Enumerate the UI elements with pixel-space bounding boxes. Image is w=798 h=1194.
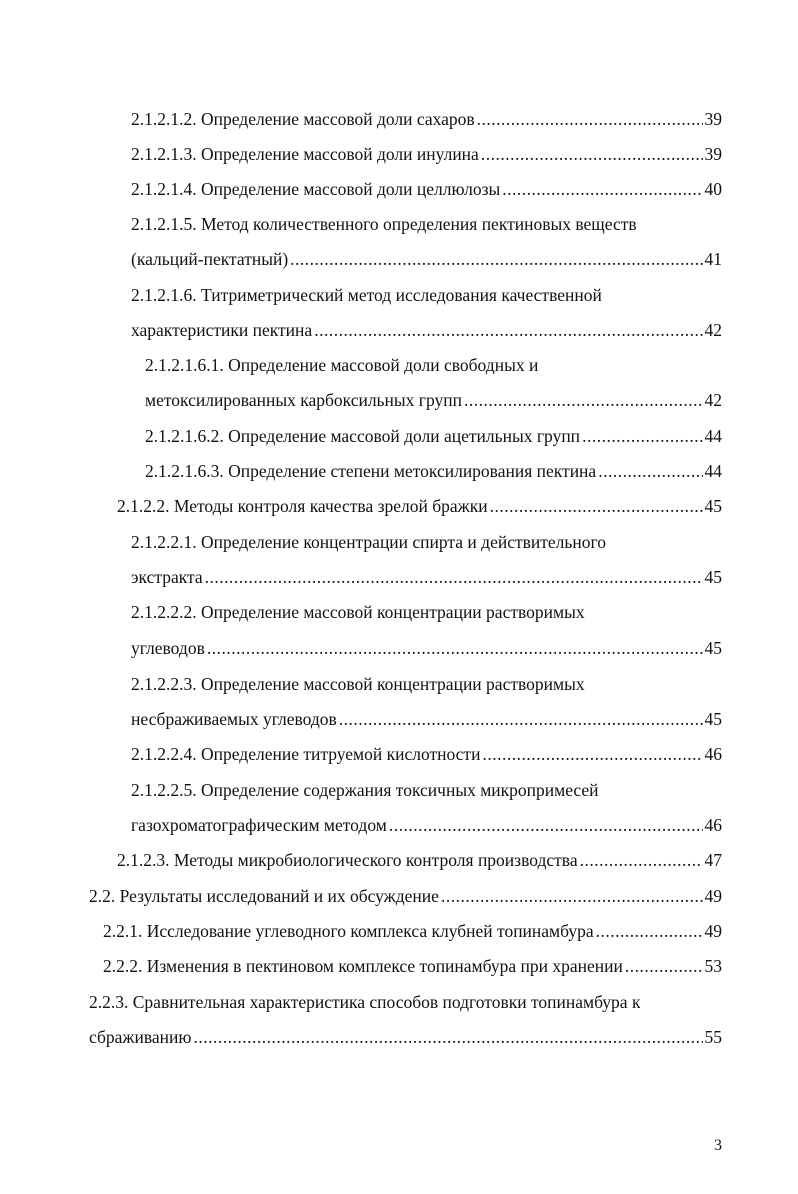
toc-entry-title: 2.2.3. Сравнительная характеристика способов подготовки топинамбура к xyxy=(89,992,641,1012)
toc-page-number: 55 xyxy=(704,1027,722,1047)
toc-entry-title: 2.1.2.1.6.2. Определение массовой доли ацетильных групп xyxy=(145,426,581,446)
toc-page-number: 45 xyxy=(704,496,722,516)
toc-leader xyxy=(314,317,702,343)
toc-entry-title: 2.1.2.2.1. Определение концентрации спирта и действительного xyxy=(131,532,606,552)
toc-page-number: 49 xyxy=(704,921,722,941)
toc-entry xyxy=(117,847,722,873)
toc-leader xyxy=(580,847,703,873)
toc-page-number: 44 xyxy=(704,426,722,446)
toc-page-number: 53 xyxy=(704,956,722,976)
toc-entry-title-continued: сбраживанию xyxy=(89,1027,192,1047)
toc-leader xyxy=(205,564,703,590)
toc-entry xyxy=(89,1024,722,1050)
toc-entry-first-line xyxy=(131,211,637,237)
toc-entry-title: 2.2. Результаты исследований и их обсуждение xyxy=(89,886,439,906)
toc-entry-title-continued: углеводов xyxy=(131,638,205,658)
toc-entry xyxy=(131,141,722,167)
toc-entry-title: 2.1.2.1.5. Метод количественного определения пектиновых веществ xyxy=(131,214,637,234)
toc-leader xyxy=(502,176,702,202)
toc-entry xyxy=(131,317,722,343)
toc-leader xyxy=(464,387,703,413)
toc-entry-title: 2.1.2.1.3. Определение массовой доли инулина xyxy=(131,144,479,164)
toc-entry xyxy=(131,176,722,202)
toc-leader xyxy=(598,458,702,484)
toc-page-number: 39 xyxy=(704,144,722,164)
toc-entry-title: 2.1.2.2. Методы контроля качества зрелой бражки xyxy=(117,496,488,516)
toc-entry-title-continued: газохроматографическим методом xyxy=(131,815,387,835)
toc-leader xyxy=(339,706,703,732)
toc-entry-title: 2.1.2.2.2. Определение массовой концентрации растворимых xyxy=(131,602,585,622)
toc-entry-title: 2.1.2.2.5. Определение содержания токсичных микропримесей xyxy=(131,780,599,800)
toc-entry-title: 2.2.1. Исследование углеводного комплекса клубней топинамбура xyxy=(103,921,594,941)
toc-entry-title: 2.1.2.3. Методы микробиологического контроля производства xyxy=(117,850,578,870)
toc-entry-first-line xyxy=(131,529,606,555)
toc-entry-title-continued: характеристики пектина xyxy=(131,320,313,340)
toc-page-number: 40 xyxy=(704,179,722,199)
toc-entry-first-line xyxy=(145,352,538,378)
toc-page-number: 41 xyxy=(704,249,722,269)
toc-leader xyxy=(490,493,703,519)
toc-entry-title: 2.2.2. Изменения в пектиновом комплексе топинамбура при хранении xyxy=(103,956,623,976)
toc-leader xyxy=(207,635,703,661)
toc-page-number: 42 xyxy=(704,390,722,410)
toc-leader xyxy=(582,423,702,449)
toc-entry xyxy=(131,706,722,732)
toc-entry-first-line xyxy=(89,989,640,1015)
toc-page-number: 39 xyxy=(704,109,722,129)
toc-page-number: 49 xyxy=(704,886,722,906)
toc-entry-first-line xyxy=(131,282,602,308)
toc-leader xyxy=(482,741,702,767)
toc-page-number: 42 xyxy=(704,320,722,340)
toc-entry-title: 2.1.2.1.6.3. Определение степени метоксилирования пектина xyxy=(145,461,597,481)
toc-page-number: 45 xyxy=(704,567,722,587)
toc-entry xyxy=(103,953,722,979)
toc-page-number: 47 xyxy=(704,850,722,870)
toc-entry-first-line xyxy=(131,671,585,697)
toc-entry xyxy=(145,387,722,413)
toc-page-number: 46 xyxy=(704,815,722,835)
toc-entry-title-continued: несбраживаемых углеводов xyxy=(131,709,337,729)
toc-page-number: 45 xyxy=(704,638,722,658)
toc-entry xyxy=(145,458,722,484)
toc-leader xyxy=(625,953,703,979)
toc-leader xyxy=(596,918,703,944)
toc-leader xyxy=(389,812,703,838)
toc-page-number: 46 xyxy=(704,744,722,764)
page-number: 3 xyxy=(714,1137,722,1154)
toc-entry-title: 2.1.2.2.3. Определение массовой концентрации растворимых xyxy=(131,674,585,694)
toc-entry xyxy=(131,741,722,767)
toc-entry xyxy=(89,883,722,909)
toc-entry-title-continued: экстракта xyxy=(131,567,203,587)
toc-page-number: 44 xyxy=(704,461,722,481)
toc-entry xyxy=(131,106,722,132)
toc-page-number: 45 xyxy=(704,709,722,729)
toc-entry xyxy=(103,918,722,944)
toc-leader xyxy=(481,141,703,167)
toc-entry xyxy=(131,246,722,272)
toc-entry-title: 2.1.2.1.2. Определение массовой доли сахаров xyxy=(131,109,475,129)
toc-leader xyxy=(193,1024,702,1050)
toc-entry xyxy=(117,493,722,519)
toc-leader xyxy=(477,106,703,132)
toc-entry xyxy=(131,564,722,590)
toc-entry xyxy=(131,812,722,838)
toc-entry-title-continued: (кальций-пектатный) xyxy=(131,249,289,269)
toc-entry-title: 2.1.2.1.6.1. Определение массовой доли свободных и xyxy=(145,355,539,375)
toc-entry xyxy=(131,635,722,661)
toc-entry-title-continued: метоксилированных карбоксильных групп xyxy=(145,390,462,410)
toc-leader xyxy=(290,246,702,272)
toc-entry xyxy=(145,423,722,449)
toc-leader xyxy=(441,883,703,909)
toc-entry-title: 2.1.2.1.6. Титриметрический метод исследования качественной xyxy=(131,285,602,305)
toc-entry-first-line xyxy=(131,777,599,803)
toc-entry-title: 2.1.2.2.4. Определение титруемой кислотности xyxy=(131,744,481,764)
toc-entry-first-line xyxy=(131,599,585,625)
toc-entry-title: 2.1.2.1.4. Определение массовой доли целлюлозы xyxy=(131,179,501,199)
